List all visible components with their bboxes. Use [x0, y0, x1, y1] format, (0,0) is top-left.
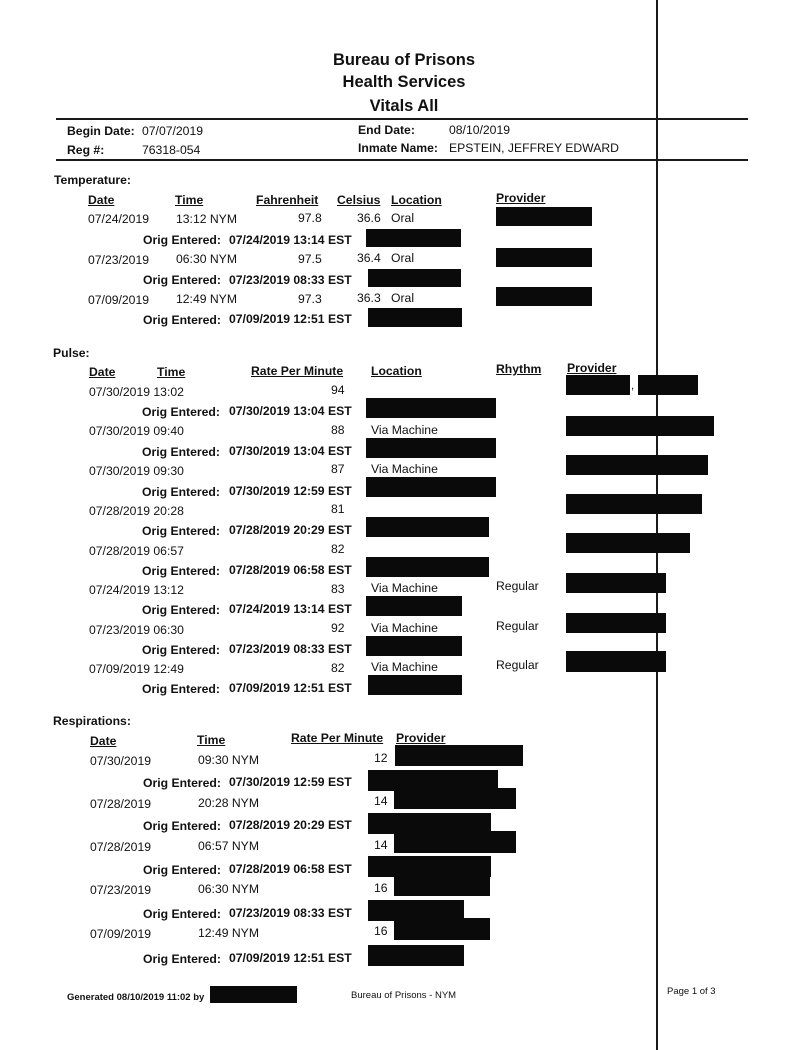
end-date-value: 08/10/2019 [449, 123, 510, 137]
pulse-row-datetime: 07/24/2019 13:12 [89, 583, 184, 597]
redaction-block [366, 517, 489, 537]
pulse-orig-label: Orig Entered: [142, 603, 220, 617]
temp-row-location: Oral [391, 211, 415, 225]
footer-page-number: Page 1 of 3 [667, 986, 716, 997]
pulse-row-location: Via Machine [371, 621, 438, 635]
pulse-orig-label: Orig Entered: [142, 445, 220, 459]
temp-row-celsius: 36.3 [357, 291, 381, 305]
resp-col-provider: Provider [396, 731, 446, 745]
pulse-orig-value: 07/30/2019 12:59 EST [229, 484, 352, 498]
resp-row-time: 09:30 NYM [198, 753, 259, 767]
resp-col-time: Time [197, 733, 226, 747]
temp-col-location: Location [391, 193, 442, 207]
temp-col-date: Date [88, 193, 115, 207]
pulse-row-rhythm: Regular [496, 658, 539, 672]
header-title-line1: Bureau of Prisons [332, 51, 476, 69]
pulse-row-datetime: 07/09/2019 12:49 [89, 662, 184, 676]
temp-col-time: Time [175, 193, 204, 207]
resp-row-date: 07/09/2019 [90, 927, 151, 941]
pulse-orig-value: 07/24/2019 13:14 EST [229, 602, 352, 616]
respirations-heading: Respirations: [53, 714, 131, 728]
temp-row-date: 07/09/2019 [88, 293, 149, 307]
pulse-row-rate: 92 [331, 621, 345, 635]
pulse-row-datetime: 07/28/2019 20:28 [89, 504, 184, 518]
inmate-name-value: EPSTEIN, JEFFREY EDWARD [449, 141, 619, 155]
redaction-block [366, 477, 496, 497]
pulse-orig-value: 07/09/2019 12:51 EST [229, 681, 352, 695]
pulse-row-datetime: 07/23/2019 06:30 [89, 623, 184, 637]
scan-margin-line [656, 0, 658, 1050]
provider-comma: , [631, 379, 635, 392]
resp-row-rate: 14 [374, 838, 388, 852]
redaction-block [566, 573, 666, 593]
redaction-block [394, 918, 490, 940]
redaction-block [566, 494, 702, 514]
resp-row-time: 06:30 NYM [198, 882, 259, 896]
pulse-row-rhythm: Regular [496, 619, 539, 633]
redaction-block [368, 269, 461, 287]
pulse-orig-value: 07/28/2019 06:58 EST [229, 563, 352, 577]
temp-row-location: Oral [391, 251, 415, 265]
pulse-orig-label: Orig Entered: [142, 643, 220, 657]
resp-orig-value: 07/23/2019 08:33 EST [229, 906, 352, 920]
header-title-line3: Vitals All [369, 97, 439, 115]
pulse-orig-value: 07/23/2019 08:33 EST [229, 642, 352, 656]
resp-orig-value: 07/30/2019 12:59 EST [229, 775, 352, 789]
temp-orig-label: Orig Entered: [143, 273, 221, 287]
pulse-col-time: Time [157, 365, 186, 379]
redaction-block [368, 308, 462, 327]
redaction-block [366, 596, 462, 616]
redaction-block [394, 874, 490, 896]
temp-row-fahrenheit: 97.8 [298, 211, 322, 225]
resp-row-time: 12:49 NYM [198, 926, 259, 940]
pulse-row-rate: 94 [331, 383, 345, 397]
temp-row-time: 12:49 NYM [176, 292, 237, 306]
inmate-name-label: Inmate Name: [358, 141, 438, 155]
header-top-rule [56, 118, 748, 120]
pulse-col-date: Date [89, 365, 116, 379]
resp-orig-value: 07/28/2019 06:58 EST [229, 862, 352, 876]
temp-orig-value: 07/24/2019 13:14 EST [229, 233, 352, 247]
pulse-heading: Pulse: [53, 346, 90, 360]
temp-col-celsius: Celsius [337, 193, 381, 207]
resp-row-rate: 12 [374, 751, 388, 765]
resp-col-rate: Rate Per Minute [291, 731, 384, 745]
pulse-orig-label: Orig Entered: [142, 485, 220, 499]
temperature-heading: Temperature: [54, 173, 131, 187]
temp-orig-value: 07/23/2019 08:33 EST [229, 273, 352, 287]
redaction-block [394, 788, 516, 809]
resp-orig-label: Orig Entered: [143, 819, 221, 833]
pulse-orig-value: 07/30/2019 13:04 EST [229, 404, 352, 418]
resp-col-date: Date [90, 734, 117, 748]
reg-number-label: Reg #: [67, 143, 105, 157]
redaction-block [368, 945, 464, 966]
pulse-row-datetime: 07/30/2019 09:40 [89, 424, 184, 438]
temp-row-time: 06:30 NYM [176, 252, 237, 266]
resp-orig-label: Orig Entered: [143, 776, 221, 790]
redaction-block [566, 533, 690, 553]
pulse-row-rate: 82 [331, 542, 345, 556]
resp-row-rate: 16 [374, 881, 388, 895]
redaction-block [566, 613, 666, 633]
pulse-orig-value: 07/28/2019 20:29 EST [229, 523, 352, 537]
begin-date-label: Begin Date: [67, 124, 135, 138]
resp-orig-label: Orig Entered: [143, 863, 221, 877]
pulse-col-rate: Rate Per Minute [251, 364, 344, 378]
resp-row-rate: 14 [374, 794, 388, 808]
redaction-block [496, 248, 592, 267]
redaction-block [395, 745, 523, 766]
pulse-row-location: Via Machine [371, 581, 438, 595]
redaction-block [566, 416, 714, 436]
resp-row-date: 07/28/2019 [90, 797, 151, 811]
resp-row-time: 06:57 NYM [198, 839, 259, 853]
pulse-col-rhythm: Rhythm [496, 362, 542, 376]
temp-row-celsius: 36.4 [357, 251, 381, 265]
temp-row-time: 13:12 NYM [176, 212, 237, 226]
resp-orig-value: 07/28/2019 20:29 EST [229, 818, 352, 832]
redaction-block [638, 375, 698, 395]
resp-orig-label: Orig Entered: [143, 907, 221, 921]
redaction-block [210, 986, 297, 1003]
redaction-block [394, 831, 516, 853]
pulse-orig-label: Orig Entered: [142, 682, 220, 696]
temp-row-fahrenheit: 97.5 [298, 252, 322, 266]
resp-row-rate: 16 [374, 924, 388, 938]
redaction-block [566, 651, 666, 672]
temp-row-date: 07/23/2019 [88, 253, 149, 267]
header-title-line2: Health Services [342, 73, 466, 91]
pulse-orig-label: Orig Entered: [142, 524, 220, 538]
reg-number-value: 76318-054 [142, 143, 201, 157]
pulse-col-location: Location [371, 364, 422, 378]
temp-col-provider: Provider [496, 191, 546, 205]
footer-center: Bureau of Prisons - NYM [351, 990, 457, 1001]
redaction-block [368, 675, 462, 695]
temp-orig-label: Orig Entered: [143, 313, 221, 327]
pulse-row-location: Via Machine [371, 462, 438, 476]
redaction-block [566, 455, 708, 475]
pulse-row-datetime: 07/28/2019 06:57 [89, 544, 184, 558]
temp-orig-label: Orig Entered: [143, 233, 221, 247]
footer-generated: Generated 08/10/2019 11:02 by [67, 992, 205, 1003]
pulse-row-datetime: 07/30/2019 13:02 [89, 385, 184, 399]
pulse-orig-label: Orig Entered: [142, 405, 220, 419]
pulse-row-rate: 87 [331, 462, 345, 476]
pulse-row-location: Via Machine [371, 423, 438, 437]
pulse-orig-value: 07/30/2019 13:04 EST [229, 444, 352, 458]
temp-col-fahrenheit: Fahrenheit [256, 193, 319, 207]
temp-row-celsius: 36.6 [357, 211, 381, 225]
pulse-row-rhythm: Regular [496, 579, 539, 593]
temp-row-fahrenheit: 97.3 [298, 292, 322, 306]
temp-row-date: 07/24/2019 [88, 212, 149, 226]
resp-orig-value: 07/09/2019 12:51 EST [229, 951, 352, 965]
pulse-row-datetime: 07/30/2019 09:30 [89, 464, 184, 478]
redaction-block [366, 438, 496, 458]
redaction-block [366, 398, 496, 418]
header-bottom-rule [56, 159, 748, 161]
redaction-block [366, 636, 462, 656]
redaction-block [566, 375, 630, 395]
temp-orig-value: 07/09/2019 12:51 EST [229, 312, 352, 326]
resp-row-time: 20:28 NYM [198, 796, 259, 810]
end-date-label: End Date: [358, 123, 415, 137]
pulse-row-rate: 82 [331, 661, 345, 675]
resp-row-date: 07/28/2019 [90, 840, 151, 854]
resp-row-date: 07/23/2019 [90, 883, 151, 897]
pulse-row-rate: 88 [331, 423, 345, 437]
redaction-block [366, 229, 461, 247]
resp-row-date: 07/30/2019 [90, 754, 151, 768]
pulse-orig-label: Orig Entered: [142, 564, 220, 578]
redaction-block [366, 557, 489, 577]
begin-date-value: 07/07/2019 [142, 124, 203, 138]
pulse-row-rate: 81 [331, 502, 345, 516]
redaction-block [496, 287, 592, 306]
temp-row-location: Oral [391, 291, 415, 305]
pulse-row-rate: 83 [331, 582, 345, 596]
resp-orig-label: Orig Entered: [143, 952, 221, 966]
redaction-block [496, 207, 592, 226]
pulse-col-provider: Provider [567, 361, 617, 375]
pulse-row-location: Via Machine [371, 660, 438, 674]
